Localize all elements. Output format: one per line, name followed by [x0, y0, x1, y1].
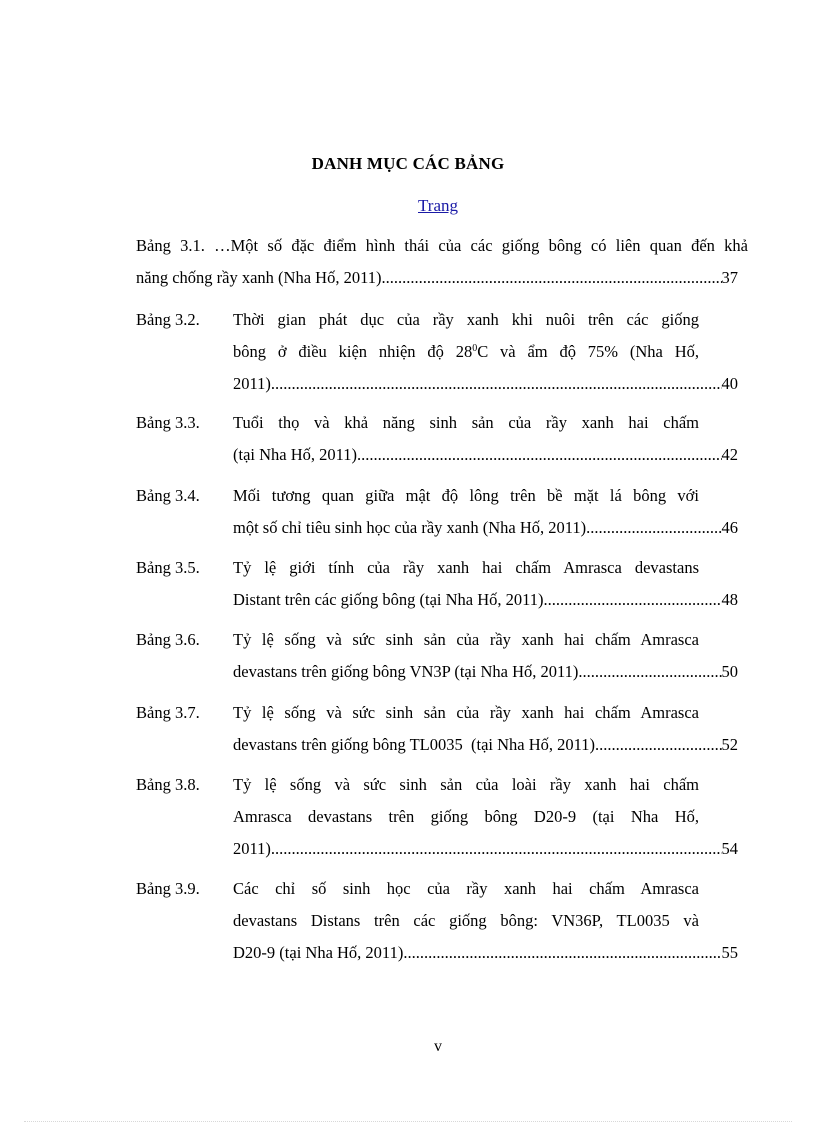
entry-3-2-page: 40 — [721, 374, 738, 393]
entry-3-1-text-1: …Một số đặc điểm hình thái của các giống bông có liên quan đến khả — [214, 236, 749, 255]
entry-3-1-line-2[interactable] — [136, 268, 738, 288]
entry-3-2-label: Bảng 3.2. — [136, 310, 200, 329]
entry-3-3-leader — [357, 445, 721, 465]
entry-3-9-text-3: D20-9 (tại Nha Hố, 2011) — [233, 943, 404, 962]
page-column-label — [0, 196, 816, 216]
entry-3-9-line-2: devastans Distans trên các giống bông: VN36P, TL0035 và — [233, 911, 699, 930]
entry-3-3-label: Bảng 3.3. — [136, 413, 200, 432]
entry-3-7-text-2: devastans trên giống bông TL0035 (tại Nha Hố, 2011) — [233, 735, 596, 754]
entry-3-8-line-3[interactable] — [233, 839, 738, 859]
entry-3-8-text-3: 2011) — [233, 839, 271, 858]
entry-3-5-text-2: Distant trên các giống bông (tại Nha Hố, 2011) — [233, 590, 544, 609]
entry-3-8-leader — [271, 839, 722, 859]
entry-3-7-label: Bảng 3.7. — [136, 703, 200, 722]
entry-3-4-leader — [586, 518, 721, 538]
entry-3-1-label: Bảng 3.1. — [136, 236, 205, 255]
entry-3-2-text-2a: bông ở điều kiện nhiện độ 28 — [233, 342, 473, 361]
entry-3-4-line-2[interactable] — [233, 518, 738, 538]
page-number-footer: v — [434, 1038, 442, 1055]
entry-3-9-leader — [403, 943, 721, 963]
entry-3-4-text-2: một số chỉ tiêu sinh học của rầy xanh (Nha Hố, 2011) — [233, 518, 587, 537]
entry-3-4-label: Bảng 3.4. — [136, 486, 200, 505]
entry-3-2-line-3[interactable] — [233, 374, 738, 394]
entry-3-8-label: Bảng 3.8. — [136, 775, 200, 794]
page-edge-divider — [24, 1121, 792, 1122]
entry-3-1-text-2: năng chống rầy xanh (Nha Hố, 2011) — [136, 268, 382, 287]
entry-3-2-line-2 — [233, 342, 699, 362]
entry-3-7-line-1: Tỷ lệ sống và sức sinh sản của rầy xanh hai chấm Amrasca — [233, 703, 699, 722]
entry-3-5-leader — [544, 590, 722, 610]
entry-3-9-line-1: Các chỉ số sinh học của rầy xanh hai chấm Amrasca — [233, 879, 699, 898]
entry-3-6-page: 50 — [721, 662, 738, 681]
entry-3-5-page: 48 — [721, 590, 738, 609]
entry-3-6-label: Bảng 3.6. — [136, 630, 200, 649]
entry-3-1-line-1 — [136, 236, 748, 256]
entry-3-8-page: 54 — [721, 839, 738, 858]
entry-3-2-line-1: Thời gian phát dục của rầy xanh khi nuôi trên các giống — [233, 310, 699, 329]
page-title: DANH MỤC CÁC BẢNG — [311, 154, 505, 173]
entry-3-3-text-2: (tại Nha Hố, 2011) — [233, 445, 358, 464]
entry-3-7-page: 52 — [721, 735, 738, 754]
entry-3-8-line-2: Amrasca devastans trên giống bông D20-9 (tại Nha Hố, — [233, 807, 699, 826]
entry-3-2-superscript: 0 — [472, 343, 478, 354]
entry-3-6-leader — [578, 662, 721, 682]
entry-3-6-line-1: Tỷ lệ sống và sức sinh sản của rầy xanh hai chấm Amrasca — [233, 630, 699, 649]
page-column-link[interactable]: Trang — [418, 196, 458, 215]
entry-3-7-line-2[interactable] — [233, 735, 738, 755]
entry-3-5-label: Bảng 3.5. — [136, 558, 200, 577]
entry-3-6-text-2: devastans trên giống bông VN3P (tại Nha Hố, 2011) — [233, 662, 579, 681]
entry-3-9-page: 55 — [721, 943, 738, 962]
entry-3-2-text-3: 2011) — [233, 374, 271, 393]
entry-3-7-leader — [595, 735, 721, 755]
entry-3-1-leader — [381, 268, 721, 288]
entry-3-3-line-2[interactable] — [233, 445, 738, 465]
entry-3-2-text-2b: C và ẩm độ 75% (Nha Hố, — [477, 342, 699, 361]
entry-3-8-line-1: Tỷ lệ sống và sức sinh sản của loài rầy xanh hai chấm — [233, 775, 699, 794]
entry-3-9-label: Bảng 3.9. — [136, 879, 200, 898]
entry-3-4-line-1: Mối tương quan giữa mật độ lông trên bề mặt lá bông với — [233, 486, 699, 505]
entry-3-1-page: 37 — [721, 268, 738, 287]
entry-3-4-page: 46 — [721, 518, 738, 537]
entry-3-5-line-1: Tỷ lệ giới tính của rầy xanh hai chấm Amrasca devastans — [233, 558, 699, 577]
entry-3-5-line-2[interactable] — [233, 590, 738, 610]
entry-3-3-page: 42 — [721, 445, 738, 464]
entry-3-3-line-1: Tuổi thọ và khả năng sinh sản của rầy xanh hai chấm — [233, 413, 699, 432]
entry-3-6-line-2[interactable] — [233, 662, 738, 682]
entry-3-2-leader — [271, 374, 722, 394]
entry-3-9-line-3[interactable] — [233, 943, 738, 963]
